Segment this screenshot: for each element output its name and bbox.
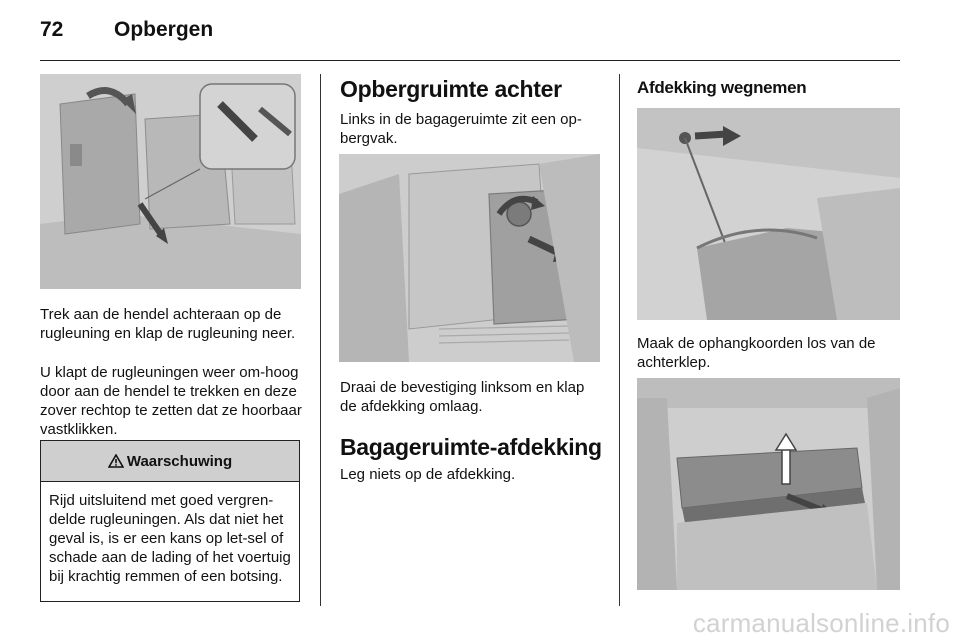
warning-title: Waarschuwing [126, 452, 233, 470]
warning-header [41, 441, 299, 482]
heading-remove-cover: Afdekking wegnemen [637, 78, 807, 97]
header-rule [40, 60, 900, 61]
watermark: carmanualsonline.info [692, 608, 950, 638]
cover-removal-illustration [637, 378, 900, 590]
figure-tailgate-cords [637, 108, 900, 320]
page-number: 72 [40, 18, 64, 41]
instruction-fold-seat: Trek aan de hendel achteraan op de rugleuning en klap de rugleuning neer. [40, 306, 296, 342]
intro-storage-rear: Links in de bagageruimte zit een op-bergvak. [340, 111, 582, 147]
instruction-open-compartment: Draai de bevestiging linksom en klap de afdekking omlaag. [340, 379, 585, 415]
instruction-detach-cords: Maak de ophangkoorden los van de achterklep. [637, 335, 876, 371]
heading-storage-rear: Opbergruimte achter [340, 76, 562, 102]
warning-text: Rijd uitsluitend met goed vergren-delde rugleuningen. Als dat niet het geval is, is er een kans op let-sel of schade aan de lading of het voertuig bij krachtig remmen of een botsing. [49, 492, 291, 585]
storage-compartment-illustration [339, 154, 600, 362]
page-header [40, 18, 900, 48]
tailgate-cords-illustration [637, 108, 900, 320]
rear-seat-illustration [40, 74, 301, 289]
page-title: Opbergen [114, 18, 214, 41]
note-luggage-cover: Leg niets op de afdekking. [340, 466, 516, 483]
column-divider-2 [619, 74, 620, 606]
warning-box [40, 440, 300, 602]
heading-luggage-cover: Bagageruimte-afdekking [340, 434, 602, 460]
instruction-raise-seat: U klapt de rugleuningen weer om-hoog door aan de hendel te trekken en deze zover rechtop te zetten dat ze hoorbaar vastklikken. [40, 364, 302, 438]
column-divider-1 [320, 74, 321, 606]
figure-storage-compartment [339, 154, 600, 362]
figure-rear-seat-fold [40, 74, 301, 289]
figure-cover-removal [637, 378, 900, 590]
warning-triangle-icon [108, 454, 124, 468]
